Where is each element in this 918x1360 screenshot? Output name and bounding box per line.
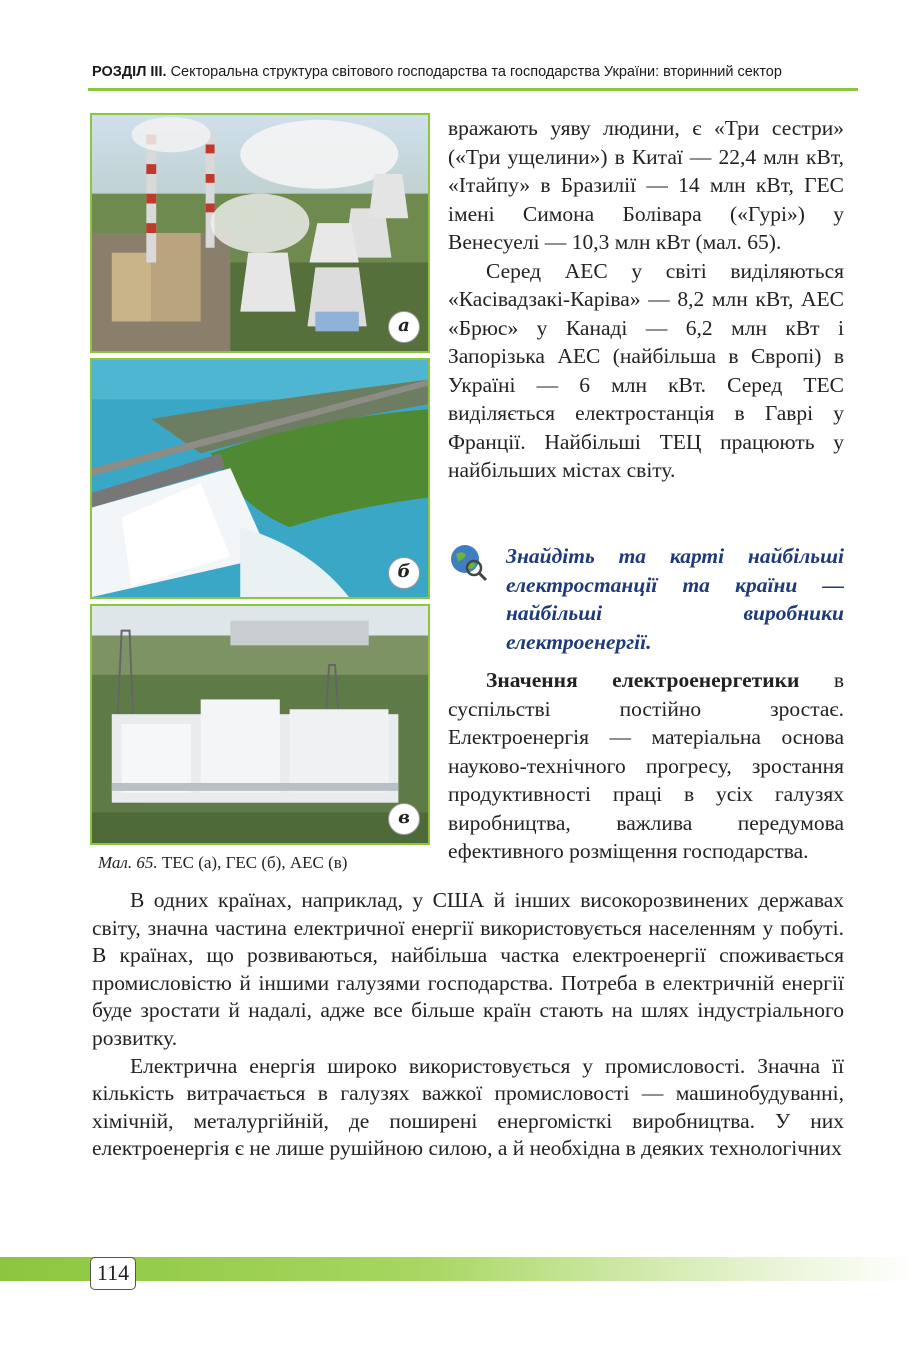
column-paragraph: Серед АЕС у світі виділяються «Касівадзакі-Каріва» — 8,2 млн кВт, АЕС «Брюс» у Канаді — 6,2 млн кВт і Запорізька АЕС (найбільша в Європі) в Україні — 6 млн кВт. Серед ТЕС виділяється електростанція в Гаврі у Франції. Найбільші ТЕЦ працюють у найбільших містах світу. [448, 258, 844, 482]
photo-label-a: а [388, 311, 420, 343]
significance-text: в суспільстві постійно зростає. Електроенергія — матеріальна основа науково-технічного прогресу, зростання продуктивності праці в усіх галузях виробництва, важлива передумова ефективного розміщення господарства. [448, 668, 844, 863]
figure-caption-ref: Мал. 65. [98, 853, 158, 872]
thermal-plant-image [92, 115, 428, 351]
photo-thermal-plant [90, 113, 430, 353]
right-column-text [448, 114, 844, 485]
figure-caption-text: ТЕС (а), ГЕС (б), АЕС (в) [161, 853, 348, 872]
nuclear-plant-image [92, 606, 428, 843]
photo-label-b: б [388, 557, 420, 589]
section-title: Секторальна структура світового господарства та господарства України: вторинний сектор [170, 64, 782, 80]
globe-magnifier-icon [448, 542, 488, 582]
section-label: РОЗДІЛ III. [92, 64, 167, 80]
column-paragraph: вражають уяву людини, є «Три сестри» («Три ущелини») в Китаї — 22,4 млн кВт, «Ітайпу» в Бразилії — 14 млн кВт, ГЕС імені Симона Болівара («Гурі») у Венесуелі — 10,3 млн кВт (мал. 65). [448, 116, 844, 254]
task-text: Знайдіть та карті найбільші електростанції та країни — найбільші виробники електроенергії. [506, 544, 844, 654]
page-number: 114 [90, 1257, 136, 1290]
header-divider [88, 88, 858, 91]
photo-nuclear-plant [90, 604, 430, 845]
figure-caption [98, 853, 347, 873]
footer-band [0, 1257, 918, 1281]
running-header [92, 64, 852, 80]
hydro-plant-image [92, 360, 428, 597]
full-width-text [92, 887, 844, 1163]
body-paragraph: Електрична енергія широко використовується у промисловості. Значна її кількість витрачається в галузях важкої промисловості — машинобудуванні, хімічній, металургійній, де поширені енергомісткі виробництва. У них електроенергія є не лише рушійною силою, а й необхідна в деяких технологічних [92, 1053, 844, 1161]
body-paragraph: В одних країнах, наприклад, у США й інших високорозвинених державах світу, значна частина електричної енергії використовується населенням у побуті. В країнах, що розвиваються, найбільша частка електроенергії споживається промисловістю й іншими галузями господарства. Потреба в електричній енергії буде зростати й надалі, адже все більше країн стають на шлях індустріального розвитку. [92, 888, 844, 1050]
significance-paragraph [448, 666, 844, 866]
photo-hydro-plant [90, 358, 430, 599]
photo-label-c: в [388, 803, 420, 835]
significance-heading: Значення електроенергетики [486, 668, 800, 692]
